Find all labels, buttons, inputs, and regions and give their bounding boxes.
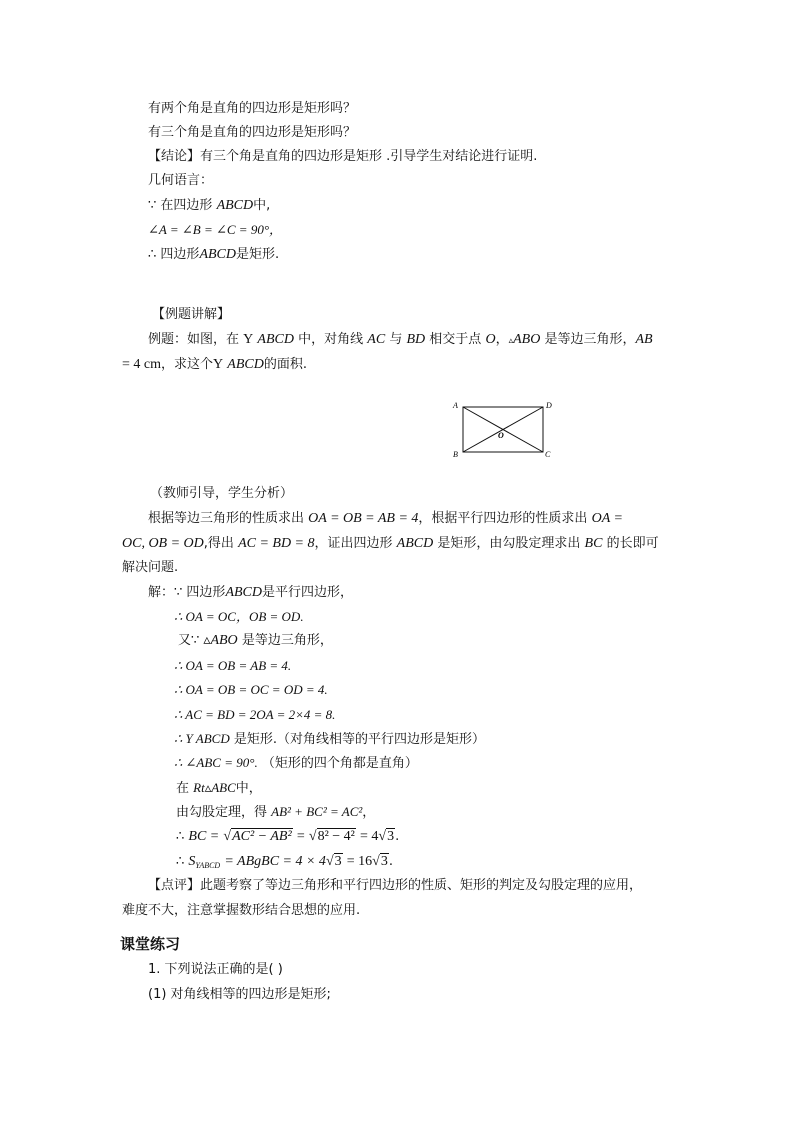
analysis-line-2	[122, 535, 659, 553]
math-value: = 16	[346, 854, 373, 869]
math-triangle-abo: ▵ABO	[203, 633, 238, 648]
math-subscript: YABCD	[195, 861, 221, 870]
practice-heading: 课堂练习	[120, 935, 181, 953]
solution-step-5: ∴ OA = OB = OC = OD = 4.	[174, 682, 328, 697]
question-two-right-angles: 有两个角是直角的四边形是矩形吗？	[148, 101, 357, 116]
review-line-2: 难度不大，注意掌握数形结合思想的应用.	[122, 903, 361, 918]
therefore-symbol: ∴	[176, 829, 185, 844]
practice-question-1: 1. 下列说法正确的是( )	[148, 962, 283, 977]
text: .	[395, 829, 400, 844]
math-equation: OA =	[591, 511, 623, 526]
math-product: = ABgBC = 4 × 4	[224, 854, 326, 869]
solution-step-1	[148, 584, 353, 602]
analysis-line-1	[148, 510, 623, 528]
geometry-language-label: 几何语言：	[148, 173, 214, 188]
text: ，证出四边形	[314, 536, 393, 551]
solution-step-12: ∴ $S_{YABCD}$ = ABgBC = 4 × 4√3 = 16√3.	[176, 854, 393, 870]
solution-step-8	[174, 754, 418, 773]
text: ，根据平行四边形的性质求出	[418, 511, 588, 526]
math-abcd: ABCD	[257, 332, 294, 347]
vertex-label-d: D	[546, 401, 552, 410]
text: ，	[495, 332, 509, 347]
text: ,得出	[203, 536, 234, 551]
practice-option-1: (1) 对角线相等的四边形是矩形;	[148, 987, 331, 1002]
triangle-symbol: ▵	[508, 336, 514, 346]
math-radicand: 3	[387, 829, 395, 844]
parallelogram-symbol: Y	[243, 332, 254, 347]
math-area-symbol: S	[188, 854, 196, 869]
text: 是等边三角形，	[544, 332, 636, 347]
math-angle: ∴ ∠ABC = 90°.	[174, 755, 258, 770]
text: 由勾股定理，得	[176, 805, 268, 820]
because-symbol: ∵	[148, 198, 157, 213]
math-equals: =	[296, 829, 305, 844]
math-length: = 4 cm	[122, 357, 161, 372]
math-abo: ABO	[513, 332, 541, 347]
parallelogram-symbol: Y	[213, 357, 224, 372]
analysis-line-3: 解决问题.	[122, 560, 179, 575]
example-problem-line-2	[122, 356, 307, 374]
math-rt-triangle: Rt▵ABC	[193, 780, 236, 795]
solution-step-7	[174, 730, 485, 749]
text: 又∵	[178, 633, 200, 648]
therefore-symbol: ∴	[176, 854, 185, 869]
text: 在	[176, 781, 190, 796]
conclusion-tag: 【结论】	[148, 149, 201, 164]
text: 是等边三角形，	[241, 633, 333, 648]
vertex-label-a: A	[453, 401, 458, 410]
teacher-guide-note: （教师引导，学生分析）	[150, 486, 294, 501]
text: ，求这个	[161, 357, 214, 372]
text: 是矩形，由勾股定理求出	[437, 536, 581, 551]
text: 是矩形.（对角线相等的平行四边形是矩形）	[233, 732, 485, 747]
text: 例题：如图，在	[148, 332, 240, 347]
math-ac: AC	[367, 332, 386, 347]
math-ab: AB	[635, 332, 653, 347]
text: 在四边形	[160, 198, 213, 213]
solution-step-2: ∴ OA = OC，OB = OD.	[174, 609, 304, 624]
math-pythagoras: AB² + BC² = AC²	[271, 804, 363, 819]
text: .	[388, 854, 393, 869]
text: 的面积.	[263, 357, 307, 372]
conclusion-text: 有三个角是直角的四边形是矩形 .引导学生对结论进行证明.	[200, 149, 538, 164]
math-bd: BD	[406, 332, 426, 347]
therefore-line	[148, 246, 279, 264]
given-line	[148, 197, 270, 215]
math-equation: AC = BD = 8	[238, 536, 315, 551]
solution-step-4: ∴ OA = OB = AB = 4.	[174, 658, 292, 673]
math-radicand: 3	[380, 854, 388, 869]
math-radicand: 3	[334, 854, 342, 869]
solution-step-9	[176, 779, 262, 798]
rectangle-diagram	[450, 398, 560, 462]
math-abcd: ABCD	[225, 585, 262, 600]
math-bc: BC =	[188, 829, 220, 844]
vertex-label-c: C	[545, 450, 551, 459]
example-section-heading: 【例题讲解】	[152, 307, 231, 322]
text: ，	[362, 805, 376, 820]
math-equation: OA = OB = AB = 4	[308, 511, 419, 526]
solution-step-6: ∴ AC = BD = 2OA = 2×4 = 8.	[174, 707, 336, 722]
solution-step-3	[178, 632, 333, 650]
text: 中，	[235, 781, 262, 796]
text: 的长即可	[606, 536, 659, 551]
solution-step-10	[176, 803, 375, 822]
therefore-symbol: ∴	[148, 247, 157, 262]
text: 相交于点	[429, 332, 482, 347]
text: 中，对角线	[298, 332, 364, 347]
center-label-o: O	[498, 431, 504, 440]
text: 是平行四边形，	[262, 585, 354, 600]
solution-step-11: ∴ BC = √AC² − AB² = √8² − 4² = 4√3.	[176, 829, 400, 844]
review-tag: 【点评】	[148, 878, 201, 893]
text: 与	[389, 332, 403, 347]
text: 四边形	[186, 585, 226, 600]
vertex-label-b: B	[453, 450, 458, 459]
text: 是矩形.	[236, 247, 280, 262]
math-equation: OC, OB = OD	[122, 536, 204, 551]
math-radicand: 8² − 4²	[317, 829, 355, 844]
question-three-right-angles: 有三个角是直角的四边形是矩形吗？	[148, 125, 357, 140]
conclusion-line	[148, 148, 537, 166]
example-problem-line-1	[148, 331, 653, 350]
text: 四边形	[160, 247, 200, 262]
text: 根据等边三角形的性质求出	[148, 511, 305, 526]
math-abcd: ABCD	[216, 198, 254, 213]
math-o: O	[485, 332, 496, 347]
angles-line: ∠A = ∠B = ∠C = 90°，	[148, 222, 283, 237]
text: 解：∵	[148, 585, 183, 600]
math-parallelogram: ∴ Y ABCD	[174, 731, 230, 746]
math-abcd: ABCD	[396, 536, 434, 551]
math-bc: BC	[584, 536, 603, 551]
math-abcd: ABCD	[199, 247, 236, 262]
text: （矩形的四个角都是直角）	[261, 756, 418, 771]
math-abcd: ABCD	[227, 357, 264, 372]
math-value: = 4	[360, 829, 379, 844]
review-line-1	[148, 877, 642, 895]
text: 此题考察了等边三角形和平行四边形的性质、矩形的判定及勾股定理的应用，	[200, 878, 643, 893]
math-radicand: AC² − AB²	[232, 829, 292, 844]
text: 中,	[253, 198, 271, 213]
